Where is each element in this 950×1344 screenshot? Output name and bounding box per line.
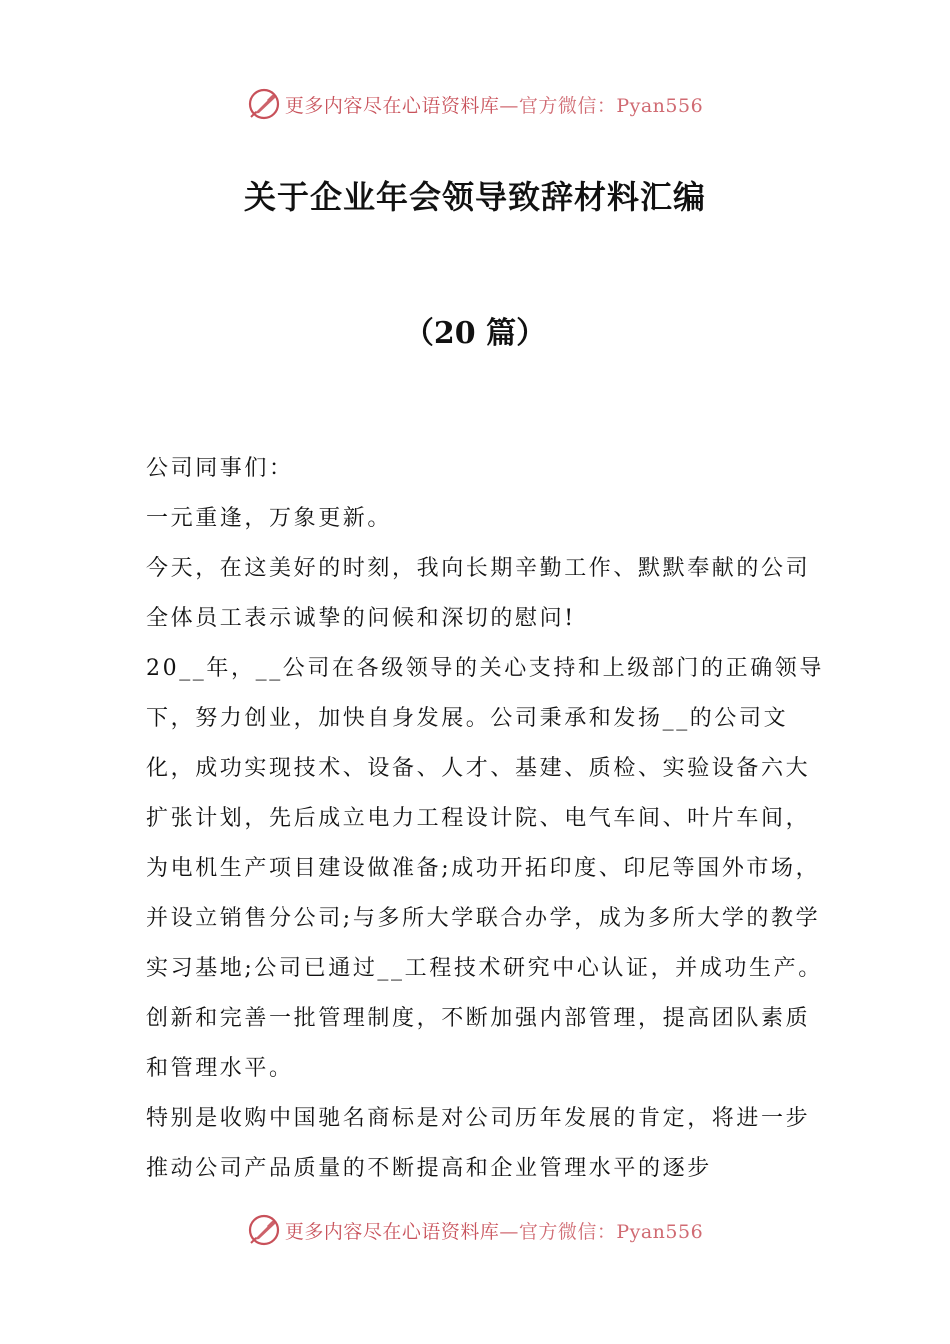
header-watermark-banner: [0, 84, 950, 124]
document-title: 关于企业年会领导致辞材料汇编: [243, 178, 706, 216]
document-body: [146, 444, 826, 1194]
watermark-contact-text: —官方微信：Pyan556: [499, 1220, 704, 1243]
salutation-paragraph: 公司同事们：: [146, 456, 294, 481]
watermark-brand-text: 更多内容尽在心语资料库: [284, 94, 500, 117]
watermark-text: [285, 91, 703, 118]
footer-watermark-banner: [0, 1210, 950, 1250]
quill-logo-icon: [247, 1213, 281, 1247]
watermark-text: [285, 1217, 703, 1244]
document-subtitle: （20 篇）: [403, 316, 547, 351]
body-paragraph: 特别是收购中国驰名商标是对公司历年发展的肯定，将进一步推动公司产品质量的不断提高和企业管理水平的逐步: [146, 1106, 811, 1181]
quill-logo-icon: [247, 87, 281, 121]
watermark-brand-text: 更多内容尽在心语资料库: [284, 1220, 500, 1243]
watermark-contact-text: —官方微信：Pyan556: [499, 94, 704, 117]
body-paragraph: 20__年，__公司在各级领导的关心支持和上级部门的正确领导下，努力创业，加快自身发展。公司秉承和发扬__的公司文化，成功实现技术、设备、人才、基建、质检、实验设备六大扩张计划，先后成立电力工程设计院、电气车间、叶片车间，为电机生产项目建设做准备;成功开拓印度、印尼等国外市场，并设立销售分公司;与多所大学联合办学，成为多所大学的教学实习基地;公司已通过__工程技术研究中心认证，并成功生产。创新和完善一批管理制度，不断加强内部管理，提高团队素质和管理水平。: [146, 656, 824, 1081]
body-paragraph: 今天，在这美好的时刻，我向长期辛勤工作、默默奉献的公司全体员工表示诚挚的问候和深切的慰问!: [146, 556, 811, 631]
body-paragraph: 一元重逢，万象更新。: [146, 506, 393, 531]
